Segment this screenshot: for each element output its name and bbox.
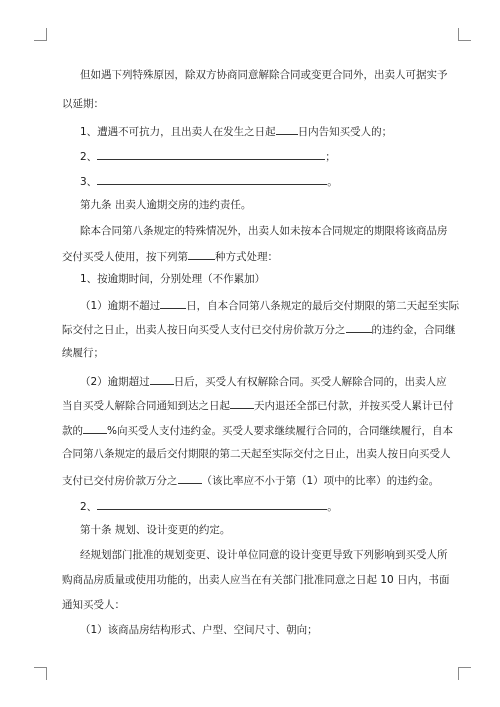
list-item-text: 。 (327, 501, 338, 513)
paragraph-text: （该比率应不小于第（1）项中的比率）的违约金。 (201, 475, 440, 487)
paragraph-text: 的违约金，合同继 (371, 324, 456, 336)
fill-blank[interactable] (97, 173, 327, 185)
paragraph-line: 通知买受人： (62, 599, 125, 611)
paragraph-line (80, 373, 460, 389)
fill-blank[interactable] (276, 123, 298, 135)
list-item (80, 123, 460, 139)
paragraph-text: 款的 (62, 425, 83, 437)
paragraph-line: 除本合同第八条规定的特殊情况外，出卖人如未按本合同规定的期限将该商品房 (80, 225, 448, 237)
paragraph-line (62, 248, 442, 264)
crop-mark-top-left (34, 28, 47, 41)
paragraph-line: 经规划部门批准的规划变更、设计单位同意的设计变更导致下列影响到买受人所 (80, 549, 448, 561)
fill-blank[interactable] (230, 397, 254, 409)
paragraph-line: 购商品房质量或使用功能的，出卖人应当在有关部门批准同意之日起 10 日内，书面 (62, 574, 450, 586)
fill-blank[interactable] (178, 472, 202, 484)
crop-mark-bottom-right (458, 667, 471, 680)
paragraph-text: 交付买受人使用，按下列第 (62, 251, 188, 263)
list-item-text: 。 (327, 176, 338, 188)
paragraph-text: %向买受人支付违约金。买受人要求继续履行合同的，合同继续履行，自本 (107, 425, 453, 437)
paragraph-text: 当自买受人解除合同通知到达之日起 (62, 400, 230, 412)
list-item-text: 日内告知买受人的； (297, 126, 393, 138)
list-item-text: 2、 (80, 501, 98, 513)
paragraph-line: 合同第八条规定的最后交付期限的第二天起至实际交付之日止，出卖人按日向买受人 (62, 448, 451, 460)
paragraph-text: 支付已交付房价款万分之 (62, 475, 178, 487)
fill-blank[interactable] (150, 373, 174, 385)
paragraph-line (62, 472, 442, 488)
article-heading: 第十条 规划、设计变更的约定。 (80, 524, 231, 536)
paragraph-line: 以延期： (62, 98, 104, 110)
paragraph-text: 日，自本合同第八条规定的最后交付期限的第二天起至实际 (186, 300, 460, 312)
paragraph-line: 续履行； (62, 347, 104, 359)
list-item-text: 1、遭遇不可抗力，且出卖人在发生之日起 (80, 126, 276, 138)
paragraph-line (62, 397, 454, 413)
paragraph-line (80, 297, 460, 313)
paragraph-line (62, 422, 453, 438)
list-item (80, 148, 460, 164)
crop-mark-top-right (458, 28, 471, 41)
list-item (80, 498, 460, 514)
list-item (80, 173, 460, 189)
paragraph-text: （2）逾期超过 (80, 376, 150, 388)
list-item-text: 2、 (80, 151, 98, 163)
paragraph-text: 天内退还全部已付款，并按买受人累计已付 (254, 400, 454, 412)
fill-blank[interactable] (160, 297, 186, 309)
fill-blank[interactable] (188, 248, 215, 260)
paragraph-text: 种方式处理： (215, 251, 278, 263)
paragraph-text: 日后，买受人有权解除合同。买受人解除合同的，出卖人应 (173, 376, 447, 388)
list-item-text: ； (325, 151, 336, 163)
paragraph-line: 但如遇下列特殊原因，除双方协商同意解除合同或变更合同外，出卖人可据实予 (80, 69, 448, 81)
fill-blank[interactable] (346, 321, 372, 333)
list-item: 1、按逾期时间，分别处理（不作累加） (80, 273, 266, 285)
crop-mark-bottom-left (34, 667, 47, 680)
fill-blank[interactable] (83, 422, 107, 434)
article-heading: 第九条 出卖人逾期交房的违约责任。 (80, 199, 252, 211)
list-item: （1）该商品房结构形式、户型、空间尺寸、朝向； (80, 624, 318, 636)
fill-blank[interactable] (97, 498, 327, 510)
fill-blank[interactable] (97, 148, 325, 160)
paragraph-line (62, 321, 456, 337)
list-item-text: 3、 (80, 176, 98, 188)
paragraph-text: （1）逾期不超过 (80, 300, 161, 312)
paragraph-text: 际交付之日止，出卖人按日向买受人支付已交付房价款万分之 (62, 324, 346, 336)
